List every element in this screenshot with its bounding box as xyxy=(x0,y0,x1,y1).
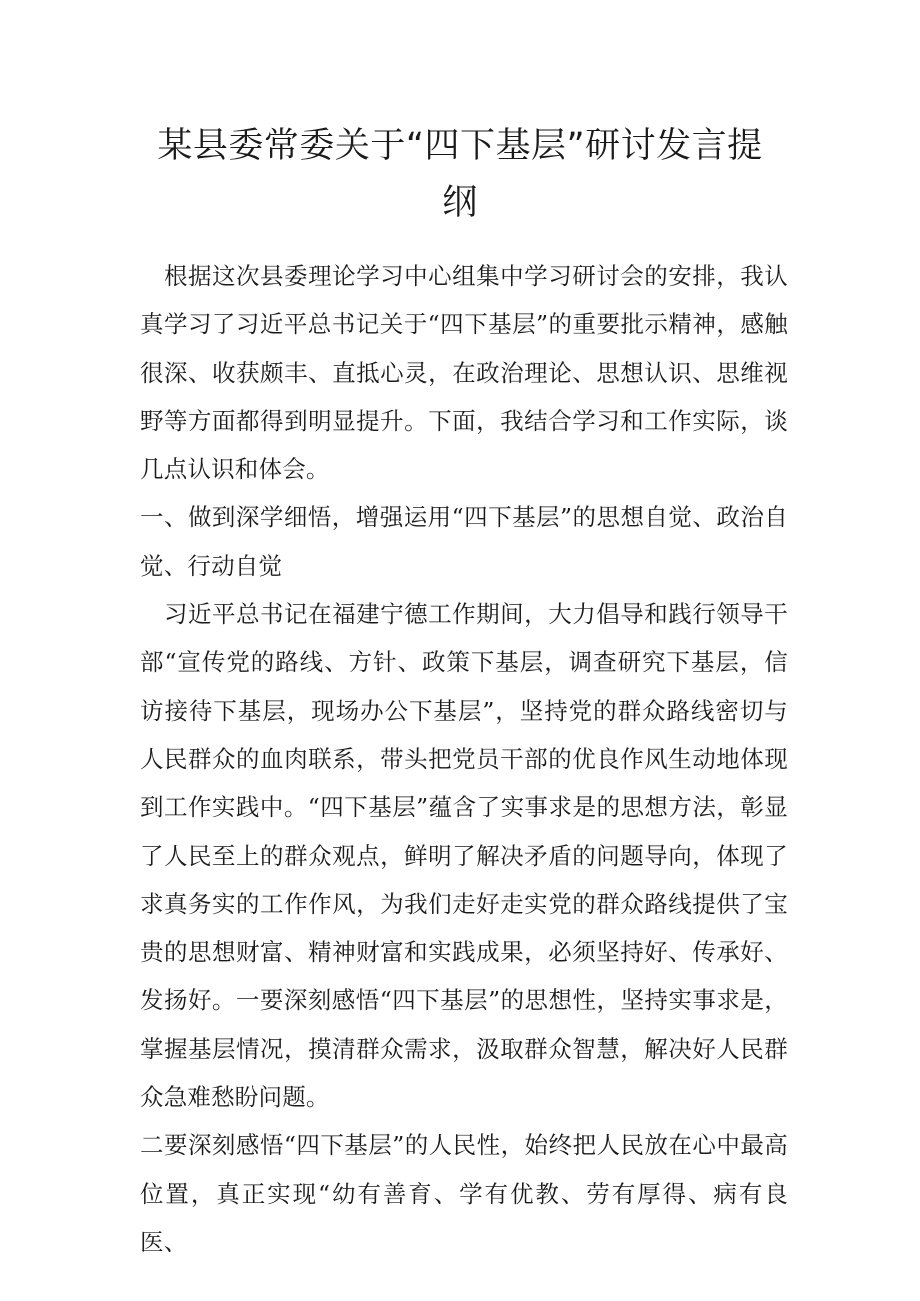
paragraph-intro: 根据这次县委理论学习中心组集中学习研讨会的安排，我认真学习了习近平总书记关于“四下基层”的重要批示精神，感触很深、收获颇丰、直抵心灵，在政治理论、思想认识、思维视野等方面都得到明显提升。下面，我结合学习和工作实际，谈几点认识和体会。 xyxy=(140,262,788,484)
section-heading-one: 一、做到深学细悟，增强运用“四下基层”的思想自觉、政治自觉、行动自觉 xyxy=(140,503,788,580)
document-title: 某县委常委关于“四下基层”研讨发言提纲 xyxy=(157,126,763,223)
document-body xyxy=(140,252,788,1266)
paragraph-point-two: 二要深刻感悟“四下基层”的人民性，始终把人民放在心中最高位置，真正实现“幼有善育、学有优教、劳有厚得、病有良医、 xyxy=(140,1131,788,1256)
paragraph-section-one: 习近平总书记在福建宁德工作期间，大力倡导和践行领导干部“宣传党的路线、方针、政策下基层，调查研究下基层，信访接待下基层，现场办公下基层”，坚持党的群众路线密切与人民群众的血肉联系，带头把党员干部的优良作风生动地体现到工作实践中。“四下基层”蕴含了实事求是的思想方法，彰显了人民至上的群众观点，鲜明了解决矛盾的问题导向，体现了求真务实的工作作风，为我们走好走实党的群众路线提供了宝贵的思想财富、精神财富和实践成果，必须坚持好、传承好、发扬好。一要深刻感悟“四下基层”的思想性，坚持实事求是，掌握基层情况，摸清群众需求，汲取群众智慧，解决好人民群众急难愁盼问题。 xyxy=(140,600,788,1112)
